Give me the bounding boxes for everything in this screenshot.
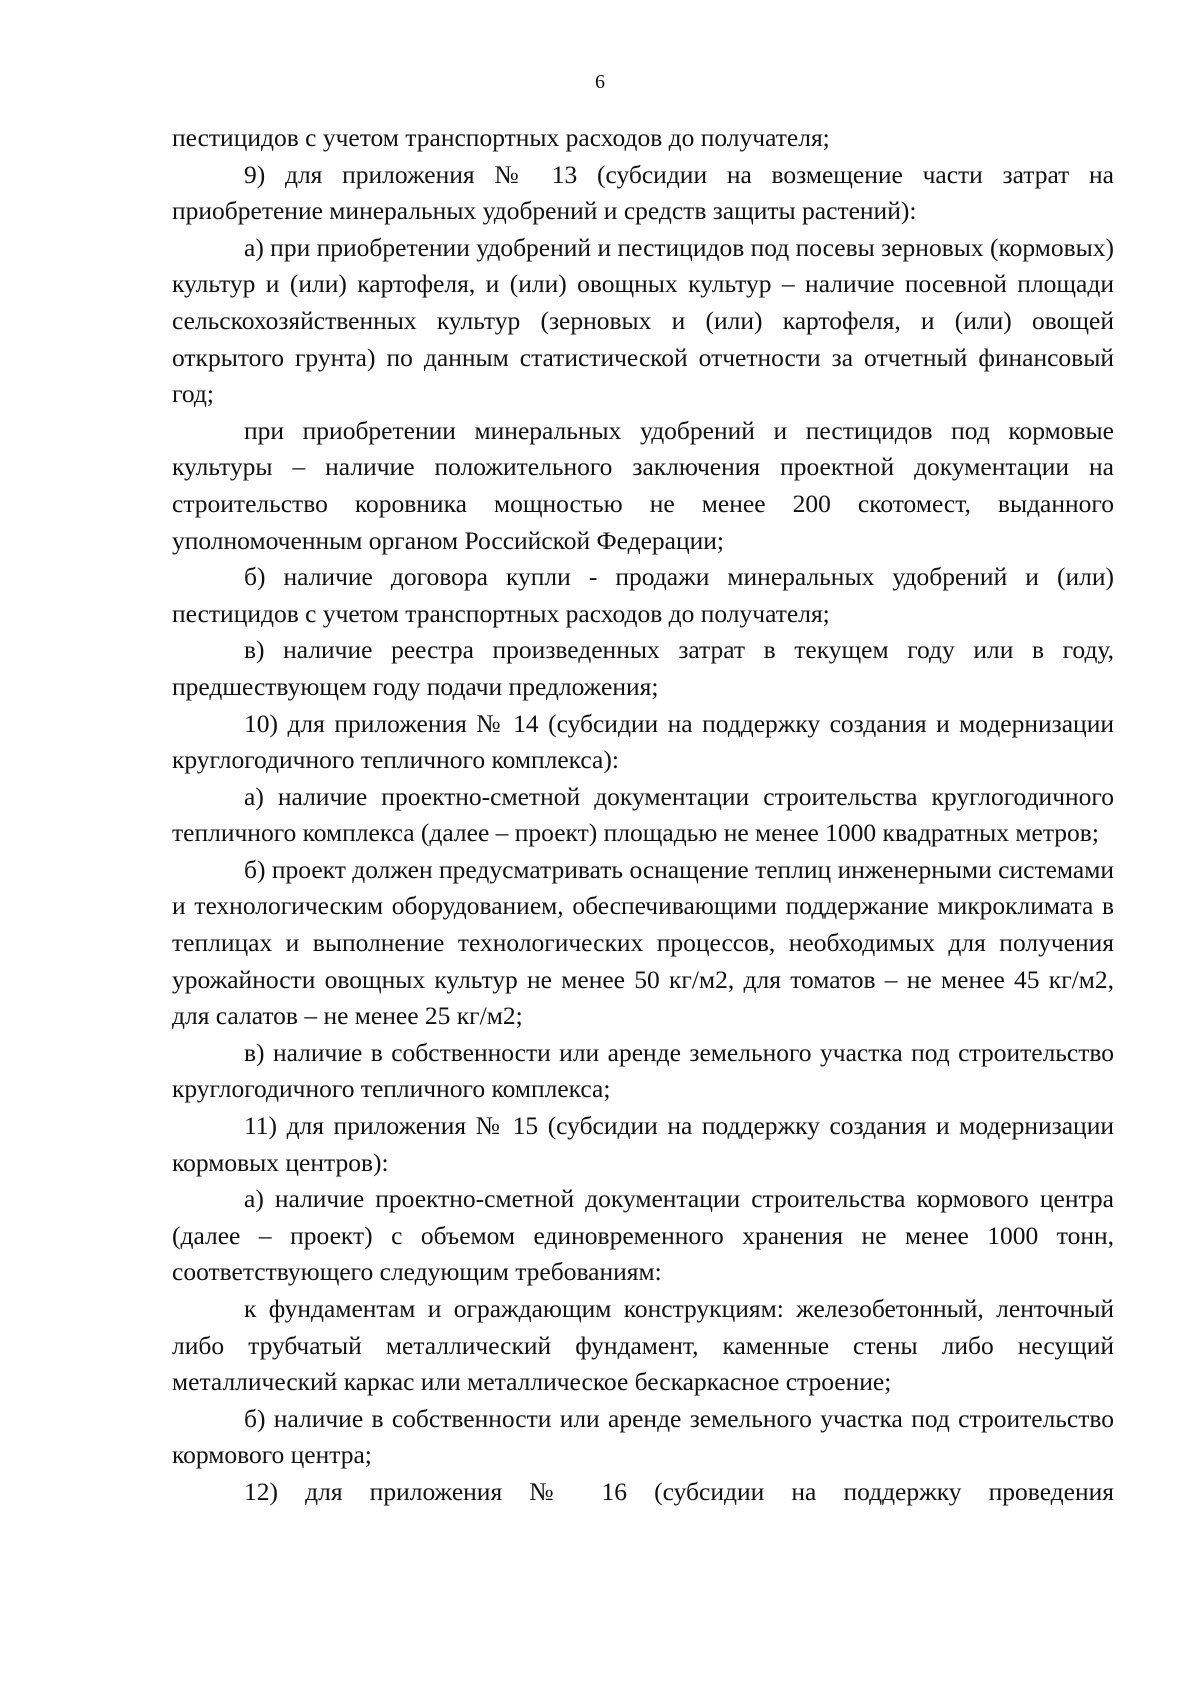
document-body — [172, 120, 1114, 1511]
paragraph: 11) для приложения № 15 (субсидии на поддержку создания и модернизации кормовых центров): — [172, 1111, 1114, 1177]
paragraph: б) проект должен предусматривать оснащение теплиц инженерными системами и технологическим оборудованием, обеспечивающими поддержание микроклимата в теплицах и выполнение технологических процессов, необходимых для получения урожайности овощных культур не менее 50 кг/м2, для томатов – не менее 45 кг/м2, для салатов – не менее 25 кг/м2; — [172, 854, 1114, 1031]
paragraph: 12) для приложения № 16 (субсидии на поддержку проведения — [244, 1476, 1114, 1506]
paragraph: при приобретении минеральных удобрений и пестицидов под кормовые культуры – наличие положительного заключения проектной документации на строительство коровника мощностью не менее 200 скотомест, выданного уполномоченным органом Российской Федерации; — [172, 415, 1114, 555]
paragraph: пестицидов с учетом транспортных расходов до получателя; — [172, 123, 830, 152]
paragraph: а) наличие проектно-сметной документации строительства круглогодичного тепличного комплекса (далее – проект) площадью не менее 1000 квадратных метров; — [172, 781, 1114, 848]
paragraph: к фундаментам и ограждающим конструкциям: железобетонный, ленточный либо трубчатый металлический фундамент, каменные стены либо несущий металлический каркас или металлическое бескаркасное строение; — [172, 1294, 1114, 1397]
paragraph: б) наличие договора купли - продажи минеральных удобрений и (или) пестицидов с учетом транспортных расходов до получателя; — [172, 562, 1114, 628]
paragraph: а) при приобретении удобрений и пестицидов под посевы зерновых (кормовых) культур и (или) картофеля, и (или) овощных культур – наличие посевной площади сельскохозяйственных культур (зерновых и (или) картофеля, и (или) овощей открытого грунта) по данным статистической отчетности за отчетный финансовый год; — [172, 232, 1114, 409]
page-number: 6 — [595, 71, 605, 93]
paragraph: в) наличие в собственности или аренде земельного участка под строительство круглогодичного тепличного комплекса; — [172, 1037, 1114, 1104]
paragraph: 9) для приложения № 13 (субсидии на возмещение части затрат на приобретение минеральных удобрений и средств защиты растений): — [172, 159, 1114, 226]
paragraph: 10) для приложения № 14 (субсидии на поддержку создания и модернизации круглогодичного тепличного комплекса): — [172, 708, 1114, 775]
paragraph: а) наличие проектно-сметной документации строительства кормового центра (далее – проект) с объемом единовременного хранения не менее 1000 тонн, соответствующего следующим требованиям: — [172, 1184, 1114, 1287]
paragraph: б) наличие в собственности или аренде земельного участка под строительство кормового центра; — [172, 1403, 1114, 1470]
paragraph: в) наличие реестра произведенных затрат в текущем году или в году, предшествующем году подачи предложения; — [172, 635, 1114, 701]
